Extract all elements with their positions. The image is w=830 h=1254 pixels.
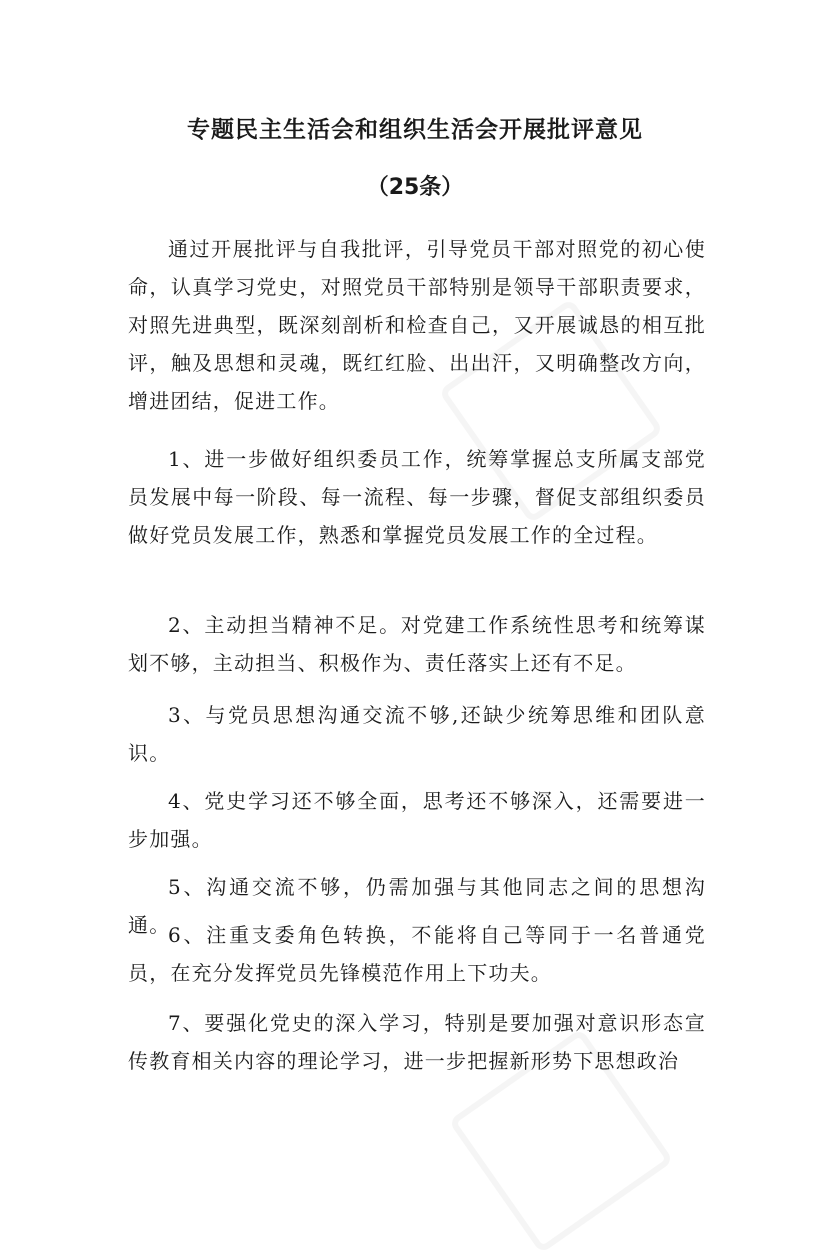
page-title: 专题民主生活会和组织生活会开展批评意见 [187,117,643,143]
list-item: 6、注重支委角色转换，不能将自己等同于一名普通党员，在充分发挥党员先锋模范作用上下功夫。 [128,923,706,985]
list-item: 4、党史学习还不够全面，思考还不够深入，还需要进一步加强。 [128,789,706,851]
intro-paragraph: 通过开展批评与自我批评，引导党员干部对照党的初心使命，认真学习党史，对照党员干部特别是领导干部职责要求，对照先进典型，既深刻剖析和检查自己，又开展诚恳的相互批评，触及思想和灵魂，既红红脸、出出汗，又明确整改方向，增进团结，促进工作。 [128,237,706,413]
list-item: 2、主动担当精神不足。对党建工作系统性思考和统筹谋划不够，主动担当、积极作为、责任落实上还有不足。 [128,613,706,675]
list-item: 1、进一步做好组织委员工作，统筹掌握总支所属支部党员发展中每一阶段、每一流程、每一步骤，督促支部组织委员做好党员发展工作，熟悉和掌握党员发展工作的全过程。 [128,447,706,547]
list-item: 7、要强化党史的深入学习，特别是要加强对意识形态宣传教育相关内容的理论学习，进一步把握新形势下思想政治 [128,1011,706,1073]
list-item: 3、与党员思想沟通交流不够,还缺少统筹思维和团队意识。 [128,703,706,765]
list-item: 5、沟通交流不够，仍需加强与其他同志之间的思想沟通。 [128,875,706,937]
page-subtitle: （25条） [366,175,464,200]
